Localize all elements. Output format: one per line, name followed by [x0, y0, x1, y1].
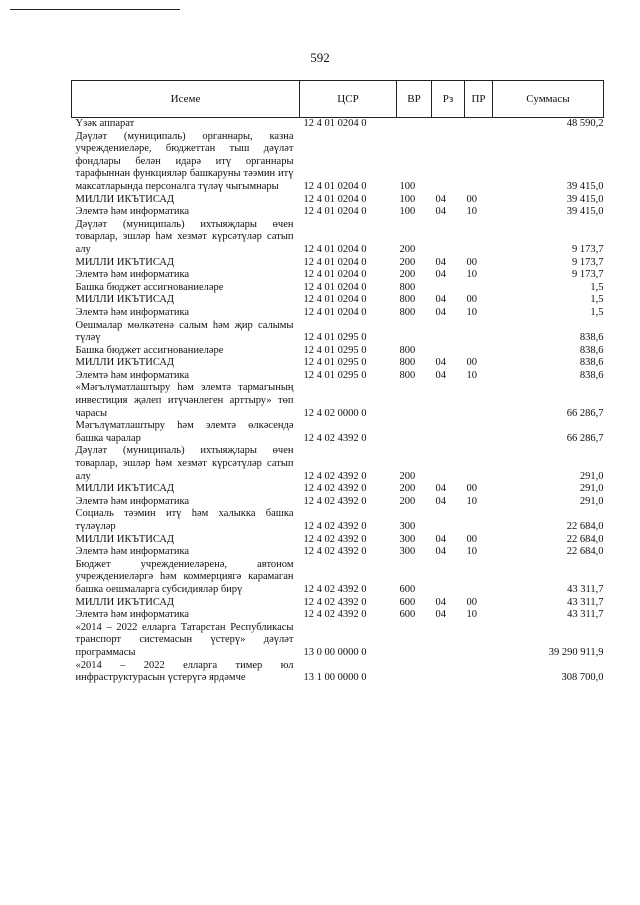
cell-rz — [432, 382, 465, 420]
cell-sum: 22 684,0 — [566, 533, 604, 545]
cell-rz — [432, 320, 465, 345]
cell-csr: 12 4 02 4392 0 — [303, 432, 367, 444]
cell-vr: 800 — [399, 344, 416, 356]
budget-table — [71, 80, 604, 685]
cell-rz — [432, 445, 465, 483]
cell-sum: 1,5 — [590, 281, 604, 293]
cell-vr: 800 — [399, 306, 416, 318]
cell-pr: 10 — [466, 306, 477, 318]
cell-csr: 12 4 01 0204 0 — [303, 180, 367, 192]
cell-sum: 66 286,7 — [566, 432, 604, 444]
cell-vr: 600 — [399, 583, 416, 595]
cell-rz: 04 — [435, 369, 446, 381]
cell-vr: 800 — [399, 294, 416, 306]
cell-name: МИЛЛИ ИКЪТИСАД — [75, 357, 175, 369]
cell-rz: 04 — [435, 495, 446, 507]
cell-rz: 04 — [435, 546, 446, 558]
cell-csr: 12 4 02 4392 0 — [303, 495, 367, 507]
cell-rz — [432, 131, 465, 194]
cell-name: Дәүләт (муниципаль) ихтыяҗлары өчен товарлар, эшләр һәм хезмәт күрсәтүләр сатып алу — [75, 218, 294, 255]
table-row — [72, 118, 604, 131]
cell-csr: 13 1 00 0000 0 — [303, 672, 367, 684]
cell-vr: 100 — [399, 193, 416, 205]
cell-csr: 12 4 01 0204 0 — [303, 281, 367, 293]
cell-pr — [465, 382, 493, 420]
cell-vr: 200 — [399, 269, 416, 281]
cell-pr — [465, 420, 493, 445]
cell-name: МИЛЛИ ИКЪТИСАД — [75, 294, 175, 306]
cell-rz: 04 — [435, 483, 446, 495]
cell-csr: 12 4 01 0295 0 — [303, 369, 367, 381]
cell-rz: 04 — [435, 357, 446, 369]
cell-pr — [465, 118, 493, 131]
cell-pr: 00 — [466, 256, 477, 268]
table-row — [72, 307, 604, 320]
cell-csr: 12 4 01 0204 0 — [303, 269, 367, 281]
cell-rz — [432, 622, 465, 660]
table-row — [72, 357, 604, 370]
page-number: 592 — [310, 50, 330, 65]
cell-vr: 600 — [399, 596, 416, 608]
header-sum: Суммасы — [493, 81, 604, 118]
table-row — [72, 282, 604, 295]
cell-csr: 12 4 02 4392 0 — [303, 596, 367, 608]
cell-csr: 12 4 01 0295 0 — [303, 357, 367, 369]
table-body — [72, 118, 604, 685]
cell-rz — [432, 660, 465, 685]
table-row — [72, 546, 604, 559]
cell-name: МИЛЛИ ИКЪТИСАД — [75, 533, 175, 545]
cell-vr: 200 — [399, 483, 416, 495]
header-row — [72, 81, 604, 118]
cell-pr: 10 — [466, 269, 477, 281]
header-rz: Рз — [432, 81, 465, 118]
cell-csr: 12 4 02 0000 0 — [303, 407, 367, 419]
table-row — [72, 508, 604, 533]
table-row — [72, 660, 604, 685]
cell-sum: 39 415,0 — [566, 206, 604, 218]
cell-name: Элемтә һәм информатика — [75, 206, 190, 218]
cell-vr: 100 — [399, 180, 416, 192]
cell-rz — [432, 219, 465, 257]
cell-vr: 300 — [399, 546, 416, 558]
header-pr: ПР — [465, 81, 493, 118]
cell-vr: 100 — [399, 206, 416, 218]
cell-name: Элемтә һәм информатика — [75, 306, 190, 318]
cell-name: Элемтә һәм информатика — [75, 546, 190, 558]
cell-rz: 04 — [435, 269, 446, 281]
cell-pr — [465, 219, 493, 257]
cell-pr: 00 — [466, 294, 477, 306]
cell-pr — [465, 660, 493, 685]
cell-csr: 12 4 01 0295 0 — [303, 344, 367, 356]
cell-sum: 838,6 — [579, 344, 604, 356]
cell-name: Дәүләт (муниципаль) ихтыяҗлары өчен товарлар, эшләр һәм хезмәт күрсәтүләр сатып алу — [75, 445, 294, 482]
cell-rz: 04 — [435, 596, 446, 608]
cell-name: Башка бюджет ассигнованиеләре — [75, 344, 224, 356]
table-row — [72, 131, 604, 194]
table-row — [72, 206, 604, 219]
table-row — [72, 257, 604, 270]
cell-pr: 10 — [466, 609, 477, 621]
cell-sum: 9 173,7 — [572, 269, 604, 281]
cell-sum: 1,5 — [590, 294, 604, 306]
cell-sum: 1,5 — [590, 306, 604, 318]
cell-name: Бюджет учреждениеләренә, автоном учреждениеләргә һәм коммерциягә карамаган башка оешмаларга субсидияләр бирү — [75, 558, 294, 595]
cell-name: Элемтә һәм информатика — [75, 495, 190, 507]
cell-sum: 22 684,0 — [566, 521, 604, 532]
cell-sum: 48 590,2 — [566, 118, 604, 129]
table-row — [72, 382, 604, 420]
cell-pr — [465, 445, 493, 483]
table-row — [72, 622, 604, 660]
table-row — [72, 483, 604, 496]
cell-sum: 9 173,7 — [572, 256, 604, 268]
cell-rz — [432, 282, 465, 295]
cell-sum: 43 311,7 — [567, 609, 604, 621]
cell-vr: 200 — [399, 243, 416, 255]
cell-vr: 600 — [399, 609, 416, 621]
cell-vr — [397, 420, 432, 445]
cell-csr: 12 4 01 0204 0 — [303, 306, 367, 318]
table-row — [72, 597, 604, 610]
cell-name: Оешмалар мөлкәтенә салым һәм җир салымы түләү — [75, 319, 294, 344]
cell-pr: 00 — [466, 596, 477, 608]
cell-pr: 00 — [466, 193, 477, 205]
cell-name: МИЛЛИ ИКЪТИСАД — [75, 193, 175, 205]
cell-sum: 22 684,0 — [566, 546, 604, 558]
cell-sum: 43 311,7 — [567, 596, 604, 608]
cell-csr: 12 4 02 4392 0 — [303, 533, 367, 545]
cell-pr: 00 — [466, 357, 477, 369]
cell-sum: 838,6 — [579, 369, 604, 381]
cell-rz — [432, 118, 465, 131]
cell-vr: 200 — [399, 495, 416, 507]
table-row — [72, 559, 604, 597]
cell-name: Үзәк аппарат — [75, 118, 135, 129]
cell-csr: 12 4 02 4392 0 — [303, 583, 367, 595]
cell-csr: 12 4 02 4392 0 — [303, 546, 367, 558]
cell-csr: 13 0 00 0000 0 — [303, 646, 367, 658]
cell-vr — [397, 660, 432, 685]
table-row — [72, 496, 604, 509]
cell-csr: 12 4 01 0204 0 — [303, 294, 367, 306]
header-csr: ЦСР — [300, 81, 397, 118]
cell-rz: 04 — [435, 533, 446, 545]
cell-vr: 800 — [399, 357, 416, 369]
cell-sum: 39 415,0 — [566, 180, 604, 192]
cell-rz: 04 — [435, 294, 446, 306]
header-vr: ВР — [397, 81, 432, 118]
cell-name: МИЛЛИ ИКЪТИСАД — [75, 483, 175, 495]
cell-pr: 00 — [466, 533, 477, 545]
cell-pr — [465, 559, 493, 597]
cell-name: Башка бюджет ассигнованиеләре — [75, 281, 224, 293]
cell-vr: 200 — [399, 470, 416, 482]
cell-csr: 12 4 02 4392 0 — [303, 609, 367, 621]
cell-pr — [465, 282, 493, 295]
cell-sum: 39 415,0 — [566, 193, 604, 205]
cell-name: «2014 – 2022 елларга тимер юл инфраструктурасын үстерүгә ярдәмче — [75, 659, 294, 684]
cell-vr: 800 — [399, 369, 416, 381]
cell-rz: 04 — [435, 193, 446, 205]
cell-sum: 838,6 — [579, 357, 604, 369]
cell-pr — [465, 131, 493, 194]
cell-csr: 12 4 02 4392 0 — [303, 483, 367, 495]
header-name: Исеме — [72, 81, 300, 118]
cell-csr: 12 4 01 0204 0 — [303, 206, 367, 218]
cell-rz — [432, 420, 465, 445]
cell-csr: 12 4 01 0295 0 — [303, 332, 367, 344]
cell-pr: 10 — [466, 369, 477, 381]
cell-pr: 10 — [466, 206, 477, 218]
table-row — [72, 445, 604, 483]
cell-pr — [465, 508, 493, 533]
cell-name: Социаль тәэмин итү һәм халыкка башка түләүләр — [75, 508, 294, 532]
cell-vr: 800 — [399, 281, 416, 293]
cell-vr — [397, 118, 432, 131]
cell-pr: 00 — [466, 483, 477, 495]
cell-sum: 291,0 — [579, 495, 604, 507]
cell-name: Элемтә һәм информатика — [75, 269, 190, 281]
cell-name: МИЛЛИ ИКЪТИСАД — [75, 596, 175, 608]
table-row — [72, 294, 604, 307]
table-row — [72, 345, 604, 358]
cell-csr: 12 4 01 0204 0 — [303, 193, 367, 205]
cell-csr: 12 4 01 0204 0 — [303, 256, 367, 268]
cell-sum: 291,0 — [579, 470, 604, 482]
cell-vr — [397, 622, 432, 660]
top-rule — [10, 9, 180, 10]
table-row — [72, 609, 604, 622]
cell-name: Дәүләт (муниципаль) органнары, казна учреждениеләре, бюджеттан тыш дәүләт фондлары белән идарә итү органнары тарафыннан функцияләр башкаруны тәэмин итү максатларында персоналга түләү чыгымнары — [75, 130, 294, 192]
cell-pr — [465, 345, 493, 358]
cell-name: Элемтә һәм информатика — [75, 609, 190, 621]
cell-pr: 10 — [466, 495, 477, 507]
cell-sum: 66 286,7 — [566, 407, 604, 419]
cell-name: Элемтә һәм информатика — [75, 369, 190, 381]
cell-vr: 300 — [399, 533, 416, 545]
table-row — [72, 370, 604, 383]
cell-rz: 04 — [435, 306, 446, 318]
cell-name: «2014 – 2022 елларга Татарстан Республикасы транспорт системасын үстерү» дәүләт программасы — [75, 621, 294, 658]
cell-rz — [432, 345, 465, 358]
cell-vr: 300 — [399, 521, 416, 532]
cell-vr — [397, 320, 432, 345]
table-row — [72, 534, 604, 547]
cell-sum: 9 173,7 — [572, 243, 604, 255]
cell-rz — [432, 508, 465, 533]
cell-name: «Мәгълүматлаштыру һәм элемтә тармагының инвестиция җәлеп итүчәнлеген арттыру» төп чарасы — [75, 382, 294, 419]
cell-sum: 39 290 911,9 — [548, 646, 604, 658]
cell-sum: 43 311,7 — [567, 583, 604, 595]
table-row — [72, 194, 604, 207]
table-row — [72, 269, 604, 282]
cell-csr: 12 4 01 0204 0 — [303, 118, 367, 129]
cell-csr: 12 4 01 0204 0 — [303, 243, 367, 255]
cell-sum: 291,0 — [579, 483, 604, 495]
table-row — [72, 420, 604, 445]
cell-vr — [397, 382, 432, 420]
cell-rz: 04 — [435, 609, 446, 621]
table-row — [72, 320, 604, 345]
cell-pr — [465, 622, 493, 660]
cell-pr — [465, 320, 493, 345]
cell-rz: 04 — [435, 206, 446, 218]
cell-vr: 200 — [399, 256, 416, 268]
cell-sum: 308 700,0 — [561, 672, 604, 684]
cell-rz: 04 — [435, 256, 446, 268]
cell-csr: 12 4 02 4392 0 — [303, 470, 367, 482]
cell-name: Мәгълүматлаштыру һәм элемтә өлкәсендә башка чаралар — [75, 420, 294, 444]
cell-rz — [432, 559, 465, 597]
cell-sum: 838,6 — [579, 332, 604, 344]
cell-csr: 12 4 02 4392 0 — [303, 521, 367, 532]
cell-pr: 10 — [466, 546, 477, 558]
cell-name: МИЛЛИ ИКЪТИСАД — [75, 256, 175, 268]
table-row — [72, 219, 604, 257]
